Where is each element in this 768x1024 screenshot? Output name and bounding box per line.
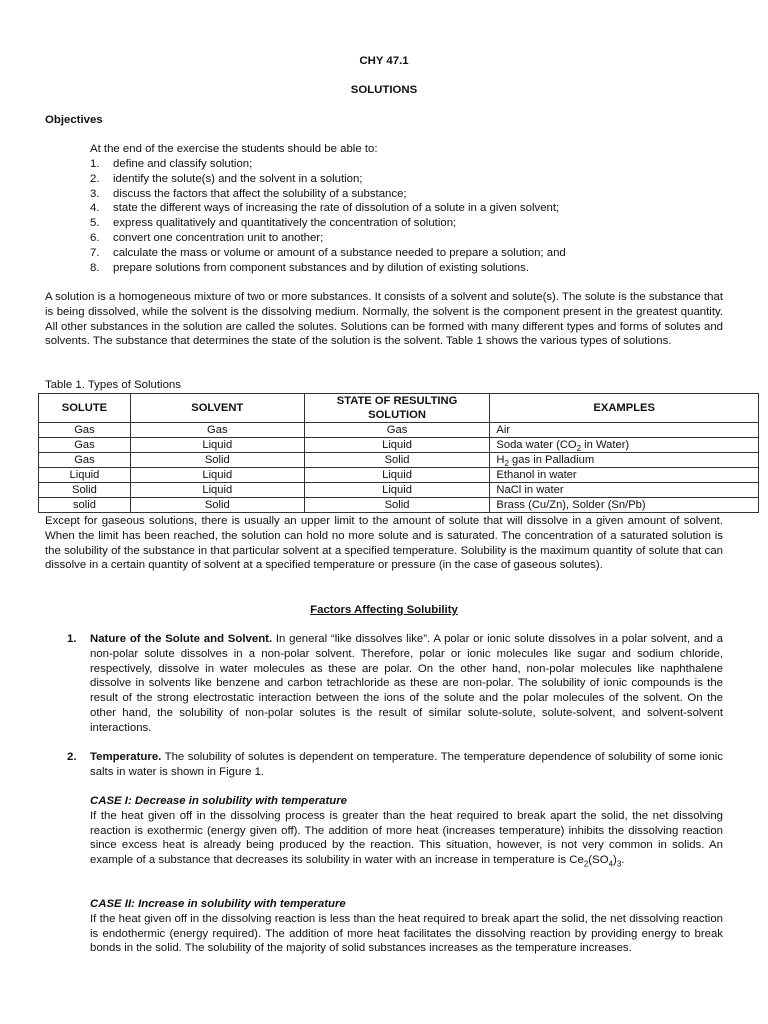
column-header-examples: EXAMPLES xyxy=(490,394,759,423)
cell-solvent: Liquid xyxy=(130,468,304,483)
factor-number: 1. xyxy=(67,633,77,645)
case-increase-solubility xyxy=(90,897,723,956)
column-header-solvent: SOLVENT xyxy=(130,394,304,423)
objective-item: 2. identify the solute(s) and the solvent in a solution; xyxy=(90,172,363,185)
case-heading: CASE I: Decrease in solubility with temperature xyxy=(90,795,347,807)
table-row xyxy=(39,468,759,483)
cell-example: Soda water ($CO_2$ in Water) xyxy=(490,438,759,453)
factor-text: Temperature. The solubility of solutes is dependent on temperature. The temperature dependence of solubility of some ionic salts in water is shown in Figure 1. xyxy=(90,751,723,778)
case-text: If the heat given off in the dissolving reaction is less than the heat required to break apart the solid, the net dissolving reaction is endothermic (energy required). The addition of more heat facilitates the dissolving reaction by providing energy to break bonds in the solid. The solubility of the majority of solid substances increases as the temperature increases. xyxy=(90,912,723,955)
cell-state: Liquid xyxy=(304,483,490,498)
cell-state: Gas xyxy=(304,423,490,438)
case-text: If the heat given off in the dissolving process is greater than the heat required to break apart the solid, the net dissolving reaction is exothermic (energy given off). The addition of more heat (increases temperature) inhibits the dissolving reaction since excess heat is already being produced by the reaction. This situation, however, is not very common in solids. An example of a substance that decreases its solubility in water with an increase in temperature is $Ce_2(SO_4)_3$. xyxy=(90,809,723,869)
factor-nature xyxy=(67,632,723,736)
cell-example: Ethanol in water xyxy=(490,468,759,483)
table-row xyxy=(39,498,759,513)
cell-state: Liquid xyxy=(304,468,490,483)
solution-types-table xyxy=(38,393,759,513)
objective-item: 5. express qualitatively and quantitatively the concentration of solution; xyxy=(90,217,457,230)
cell-solvent: Solid xyxy=(130,453,304,468)
cell-example: $H_2$ gas in Palladium xyxy=(490,453,759,468)
objective-item: 8. prepare solutions from component substances and by dilution of existing solutions. xyxy=(90,261,529,274)
factor-number: 2. xyxy=(67,751,77,763)
intro-paragraph: A solution is a homogeneous mixture of two or more substances. It consists of a solvent and solute(s). The solute is the substance that is being dissolved, while the solvent is the dissolving medium. Normally, the solvent is the component present in the greatest quantity. All other substances in the solution are called the solutes. Solutions can be formed with many different types and forms of solutes and solvents. The substance that determines the state of the solution is the solvent. Table 1 shows the various types of solutions. xyxy=(45,291,723,348)
objective-item: 1. define and classify solution; xyxy=(90,158,253,170)
cell-solute: Solid xyxy=(39,483,131,498)
cell-state: Solid xyxy=(304,498,490,513)
document-title: SOLUTIONS xyxy=(350,84,418,96)
case-decrease-solubility xyxy=(90,794,723,868)
objective-item: 6. convert one concentration unit to another; xyxy=(90,231,324,244)
cell-state: Liquid xyxy=(304,438,490,453)
cell-solute: solid xyxy=(39,498,131,513)
objective-item: 7. calculate the mass or volume or amount of a substance needed to prepare a solution; and xyxy=(90,246,566,259)
objectives-heading: Objectives xyxy=(45,114,103,126)
table-row xyxy=(39,423,759,438)
column-header-solute: SOLUTE xyxy=(39,394,131,423)
objective-item: 3. discuss the factors that affect the solubility of a substance; xyxy=(90,187,407,200)
cell-solvent: Solid xyxy=(130,498,304,513)
factor-temperature xyxy=(67,750,723,780)
objectives-list xyxy=(90,157,720,275)
cell-solute: Liquid xyxy=(39,468,131,483)
cell-solvent: Liquid xyxy=(130,438,304,453)
factors-title: Factors Affecting Solubility xyxy=(310,604,458,616)
saturation-paragraph: Except for gaseous solutions, there is usually an upper limit to the amount of solute that will dissolve in a given amount of solvent. When the limit has been reached, the solution can hold no more solute and is saturated. The concentration of a saturated solution is the solubility of the substance in that particular solvent at a specified temperature. Solubility is the maximum quantity of solute that can dissolve in a certain quantity of solvent at a specified temperature or pressure (in the case of gaseous solutes). xyxy=(45,515,723,572)
cell-solute: Gas xyxy=(39,453,131,468)
cell-example: Brass (Cu/Zn), Solder (Sn/Pb) xyxy=(490,498,759,513)
table-row xyxy=(39,483,759,498)
cell-solvent: Liquid xyxy=(130,483,304,498)
table-row xyxy=(39,453,759,468)
cell-example: Air xyxy=(490,423,759,438)
cell-solute: Gas xyxy=(39,423,131,438)
column-header-state: STATE OF RESULTING SOLUTION xyxy=(304,394,490,423)
cell-solvent: Gas xyxy=(130,423,304,438)
case-heading: CASE II: Increase in solubility with temperature xyxy=(90,898,346,910)
table-row xyxy=(39,438,759,453)
table-header-row xyxy=(39,394,759,423)
cell-example: NaCl in water xyxy=(490,483,759,498)
course-code: CHY 47.1 xyxy=(359,55,409,67)
objectives-intro: At the end of the exercise the students should be able to: xyxy=(90,143,378,155)
objective-item: 4. state the different ways of increasing the rate of dissolution of a solute in a given solvent; xyxy=(90,202,560,215)
factor-text: Nature of the Solute and Solvent. In general “like dissolves like”. A polar or ionic solute dissolves in a polar solvent, and a non-polar solute dissolves in a non-polar solvent. Therefore, polar or ionic molecules like sugar and sodium chloride, respectively, dissolve in water molecules as these are polar. On the other hand, non-polar molecules like naphthalene dissolve in solvents like benzene and carbon tetrachloride as these are non-polar. The solubility of ionic compounds is the result of the strong electrostatic interaction between the ions of the solute and the polar molecules of the solvent. On the other hand, the solubility of non-polar solutes is the result of similar solute-solute, solute-solvent, and solvent-solvent interactions. xyxy=(90,633,723,734)
table-caption: Table 1. Types of Solutions xyxy=(45,379,181,391)
cell-solute: Gas xyxy=(39,438,131,453)
cell-state: Solid xyxy=(304,453,490,468)
